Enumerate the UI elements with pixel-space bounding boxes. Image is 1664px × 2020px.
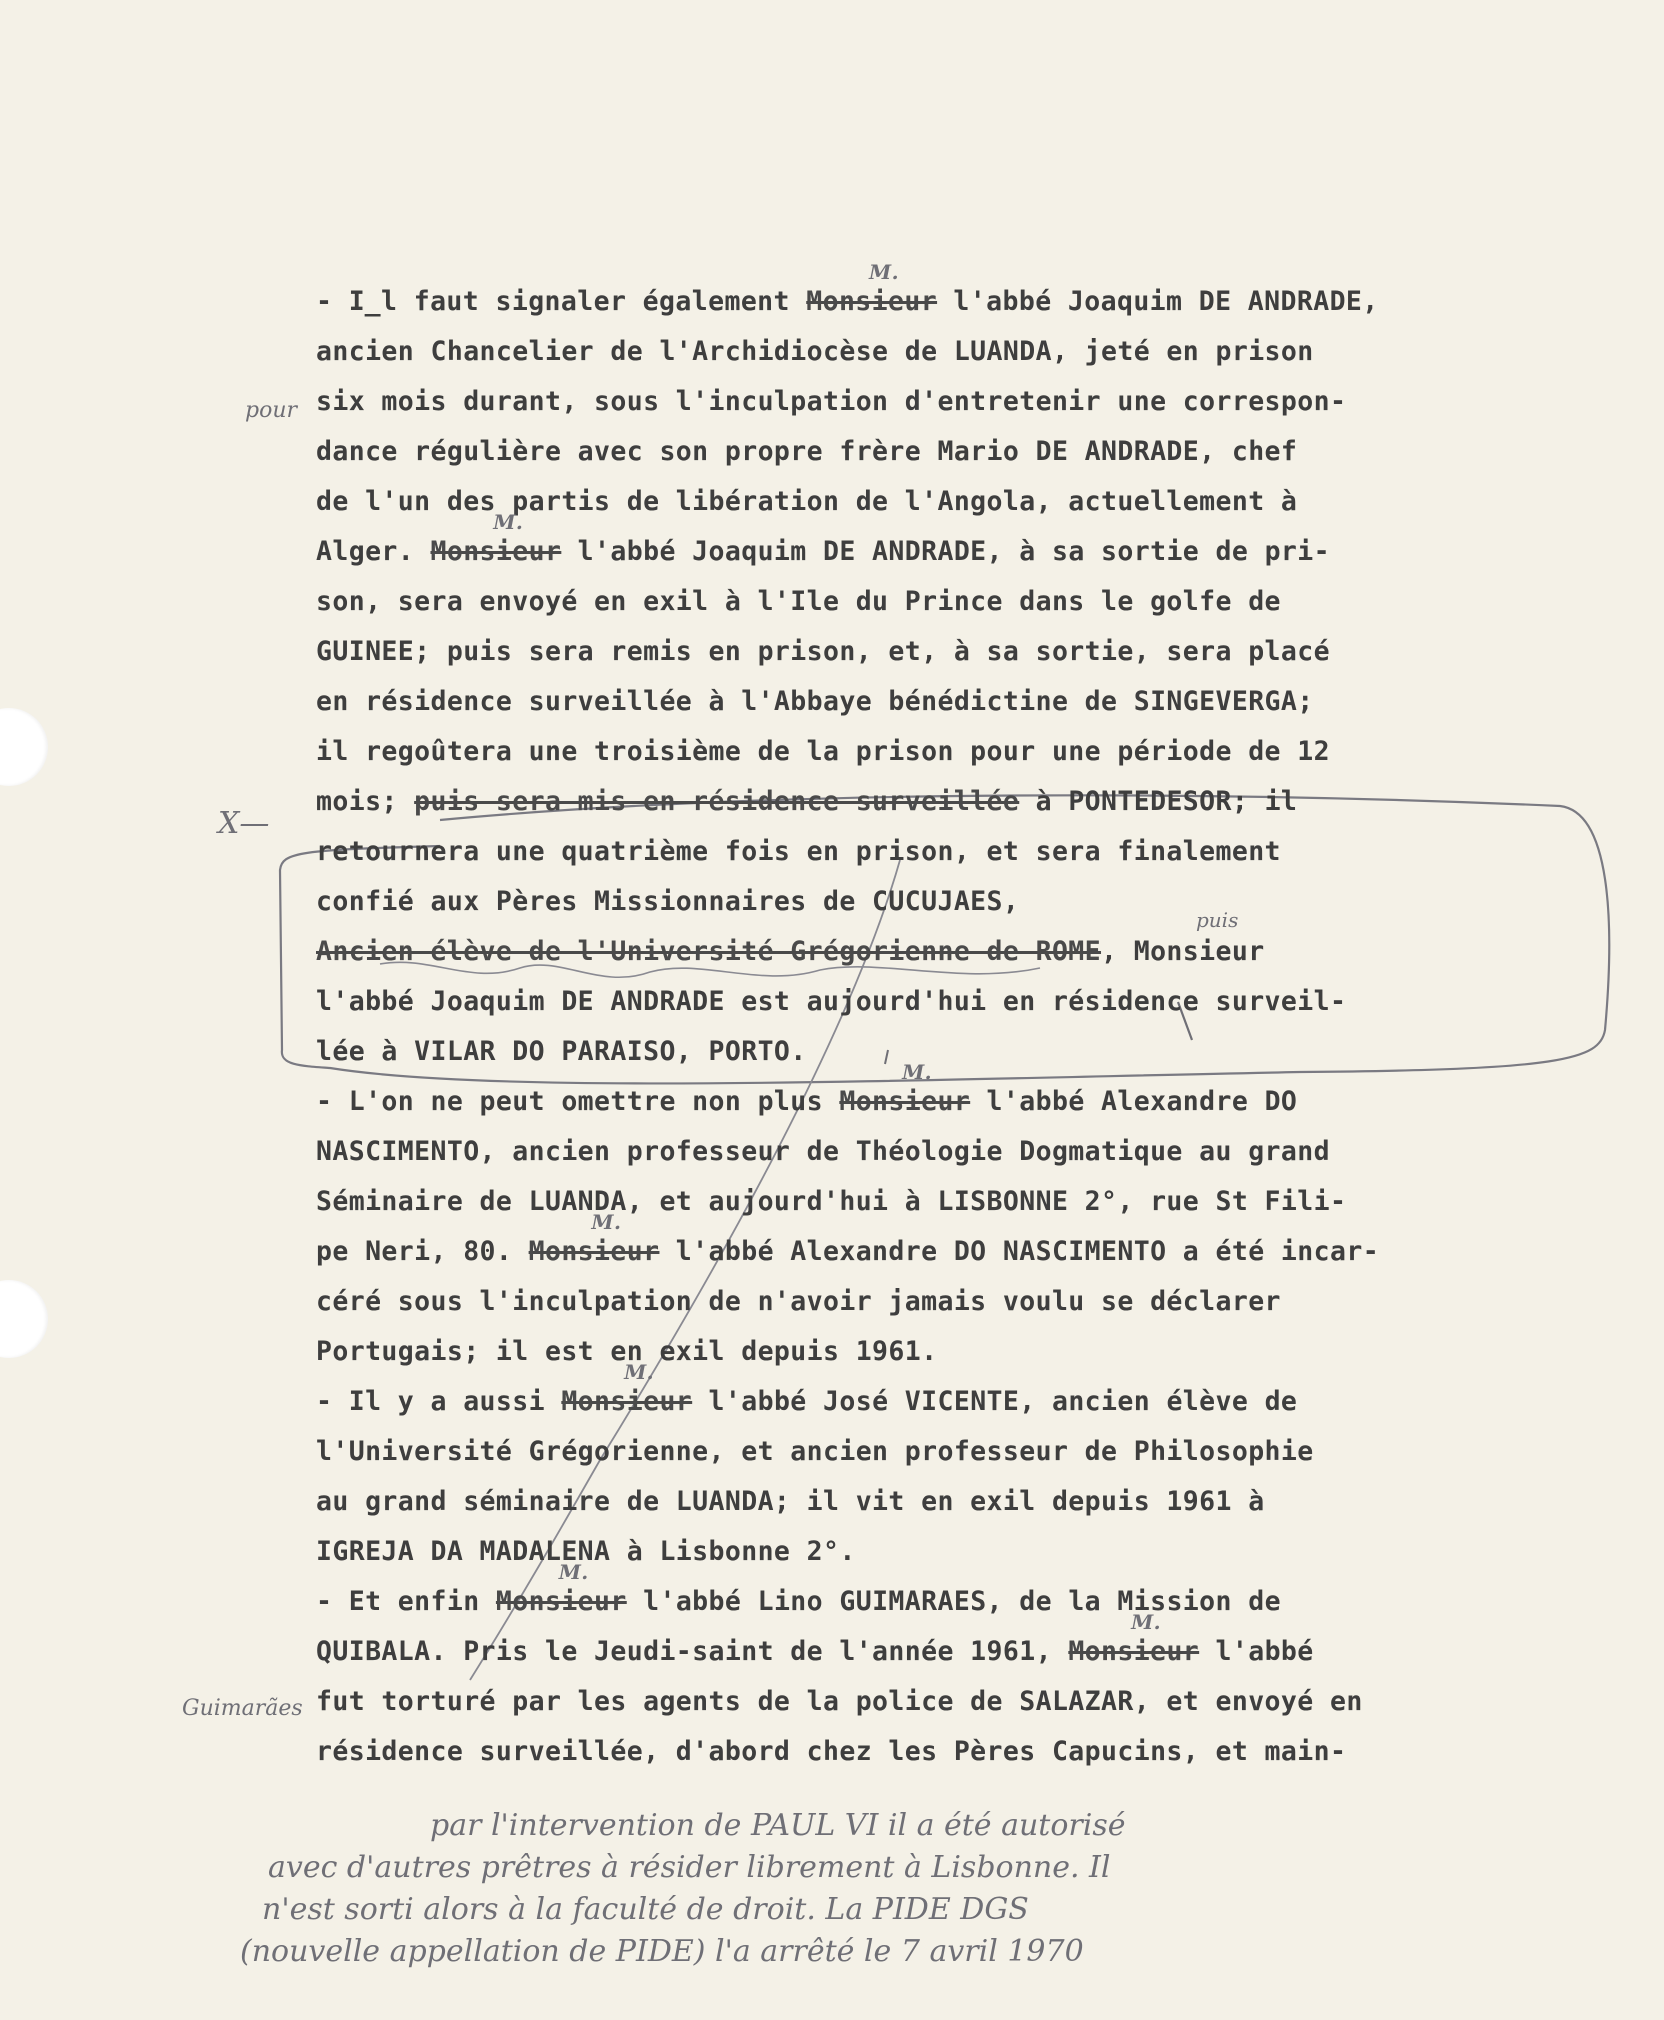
- typed-line: [316, 1436, 1314, 1486]
- typed-line: [316, 510, 1330, 586]
- typed-text: son, sera envoyé en exil à l'Ile du Prince dans le golfe de: [316, 586, 1281, 617]
- typed-text: , Monsieur: [1101, 936, 1265, 967]
- typed-text: résidence surveillée, d'abord chez les Pères Capucins, et main-: [316, 1736, 1347, 1767]
- struck-word: Monsieur M.: [1068, 1610, 1200, 1667]
- typed-line: [316, 986, 1346, 1036]
- typed-text: QUIBALA. Pris le Jeudi-saint de l'année 1961,: [316, 1636, 1069, 1667]
- struck-word: Monsieur M.: [430, 510, 562, 567]
- margin-note-guimaraes: Guimarães: [182, 1696, 303, 1721]
- typed-text: l'abbé Joaquim DE ANDRADE est aujourd'hui en résidence surveil-: [316, 986, 1347, 1017]
- handwritten-footer-line: (nouvelle appellation de PIDE) l'a arrêté le 7 avril 1970: [240, 1934, 1084, 1969]
- handwritten-insertion: M.: [869, 260, 899, 284]
- handwritten-insertion: M.: [493, 510, 524, 534]
- caret: [885, 1050, 888, 1064]
- struck-word: puis sera mis en résidence surveillée: [414, 786, 1020, 817]
- struck-word: Monsieur M.: [806, 260, 938, 317]
- typed-text: dance régulière avec son propre frère Mario DE ANDRADE, chef: [316, 436, 1298, 467]
- typed-text: en résidence surveillée à l'Abbaye bénédictine de SINGEVERGA;: [316, 686, 1314, 717]
- handwritten-footer-line: par l'intervention de PAUL VI il a été autorisé: [430, 1808, 1126, 1843]
- typed-line: [316, 836, 1281, 886]
- typed-line: [316, 336, 1314, 386]
- typed-text: l'abbé Joaquim DE ANDRADE,: [937, 286, 1379, 317]
- typed-text: Séminaire de LUANDA, et aujourd'hui à LISBONNE 2°, rue St Fili-: [316, 1186, 1347, 1217]
- typed-line: [316, 1736, 1346, 1786]
- struck-word: Monsieur M.: [561, 1360, 693, 1417]
- typed-line: [316, 1610, 1314, 1686]
- typed-text: retournera une quatrième fois en prison, et sera finalement: [316, 836, 1281, 867]
- typed-text: Portugais; il est en exil depuis 1961.: [316, 1336, 938, 1367]
- typed-text: six mois durant, sous l'inculpation d'entretenir une correspon-: [316, 386, 1347, 417]
- typed-line: [316, 886, 1019, 936]
- typed-line: [316, 260, 1379, 336]
- struck-word: Monsieur M.: [528, 1210, 660, 1267]
- typed-text: l'abbé Alexandre DO: [970, 1086, 1298, 1117]
- handwritten-insertion: M.: [558, 1560, 589, 1584]
- typed-text: fut torturé par les agents de la police de SALAZAR, et envoyé en: [316, 1686, 1363, 1717]
- typed-line: [316, 686, 1314, 736]
- typed-text: à PONTEDESOR; il: [1019, 786, 1298, 817]
- typed-text: l'abbé José VICENTE, ancien élève de: [692, 1386, 1298, 1417]
- typed-text: - I̲l faut signaler également: [316, 286, 807, 317]
- typed-text: au grand séminaire de LUANDA; il vit en exil depuis 1961 à: [316, 1486, 1265, 1517]
- typed-line: [316, 486, 1297, 536]
- typed-line: [316, 1036, 807, 1086]
- struck-word: Monsieur M.: [839, 1060, 971, 1117]
- typed-line: [316, 436, 1297, 486]
- typed-text: lée à VILAR DO PARAISO, PORTO.: [316, 1036, 807, 1067]
- typed-line: [316, 1060, 1298, 1136]
- typed-text: l'Université Grégorienne, et ancien professeur de Philosophie: [316, 1436, 1314, 1467]
- typed-text: l'abbé Lino GUIMARAES, de la Mission de: [626, 1586, 1281, 1617]
- typed-line: [316, 936, 1265, 986]
- typed-line: [316, 1286, 1281, 1336]
- typed-line: [316, 736, 1330, 786]
- typed-text: - Il y a aussi: [316, 1386, 562, 1417]
- typed-text: confié aux Pères Missionnaires de CUCUJAES,: [316, 886, 1020, 917]
- handwritten-insertion: M.: [902, 1060, 933, 1084]
- typed-line: [316, 586, 1281, 636]
- typed-line: [316, 1186, 1346, 1236]
- handwritten-insertion: M.: [624, 1360, 655, 1384]
- margin-note-pour: pour: [245, 398, 298, 423]
- typed-line: [316, 1210, 1380, 1286]
- typed-line: [316, 1686, 1363, 1736]
- typed-text: l'abbé Alexandre DO NASCIMENTO a été incar-: [659, 1236, 1380, 1267]
- struck-word: Monsieur M.: [495, 1560, 627, 1617]
- typed-text: céré sous l'inculpation de n'avoir jamais voulu se déclarer: [316, 1286, 1281, 1317]
- typed-text: ancien Chancelier de l'Archidiocèse de LUANDA, jeté en prison: [316, 336, 1314, 367]
- typed-text: IGREJA DA MADALENA à Lisbonne 2°.: [316, 1536, 856, 1567]
- typed-text: de l'un des partis de libération de l'Angola, actuellement à: [316, 486, 1298, 517]
- margin-note-puis: puis: [1196, 908, 1239, 932]
- typed-text: il regoûtera une troisième de la prison pour une période de 12: [316, 736, 1330, 767]
- typed-text: mois;: [316, 786, 415, 817]
- typed-line: [316, 1486, 1265, 1536]
- typed-text: l'abbé: [1199, 1636, 1314, 1667]
- typed-text: Alger.: [316, 536, 431, 567]
- typed-line: [316, 1360, 1298, 1436]
- typed-line: [316, 386, 1346, 436]
- typed-line: [316, 636, 1330, 686]
- margin-note-cross: X—: [218, 806, 270, 841]
- handwritten-insertion: M.: [1131, 1610, 1162, 1634]
- typed-line: [316, 786, 1297, 836]
- typed-text: pe Neri, 80.: [316, 1236, 529, 1267]
- struck-word: Ancien élève de l'Université Grégorienne de ROME: [316, 936, 1102, 967]
- handwritten-footer-line: n'est sorti alors à la faculté de droit. La PIDE DGS: [262, 1892, 1029, 1927]
- typed-text: NASCIMENTO, ancien professeur de Théologie Dogmatique au grand: [316, 1136, 1330, 1167]
- handwritten-insertion: M.: [591, 1210, 622, 1234]
- typed-text: l'abbé Joaquim DE ANDRADE, à sa sortie de pri-: [561, 536, 1330, 567]
- typed-line: [316, 1136, 1330, 1186]
- typed-text: - L'on ne peut omettre non plus: [316, 1086, 840, 1117]
- typed-text: - Et enfin: [316, 1586, 496, 1617]
- handwritten-footer-line: avec d'autres prêtres à résider librement à Lisbonne. Il: [268, 1850, 1111, 1885]
- typed-text: GUINEE; puis sera remis en prison, et, à sa sortie, sera placé: [316, 636, 1330, 667]
